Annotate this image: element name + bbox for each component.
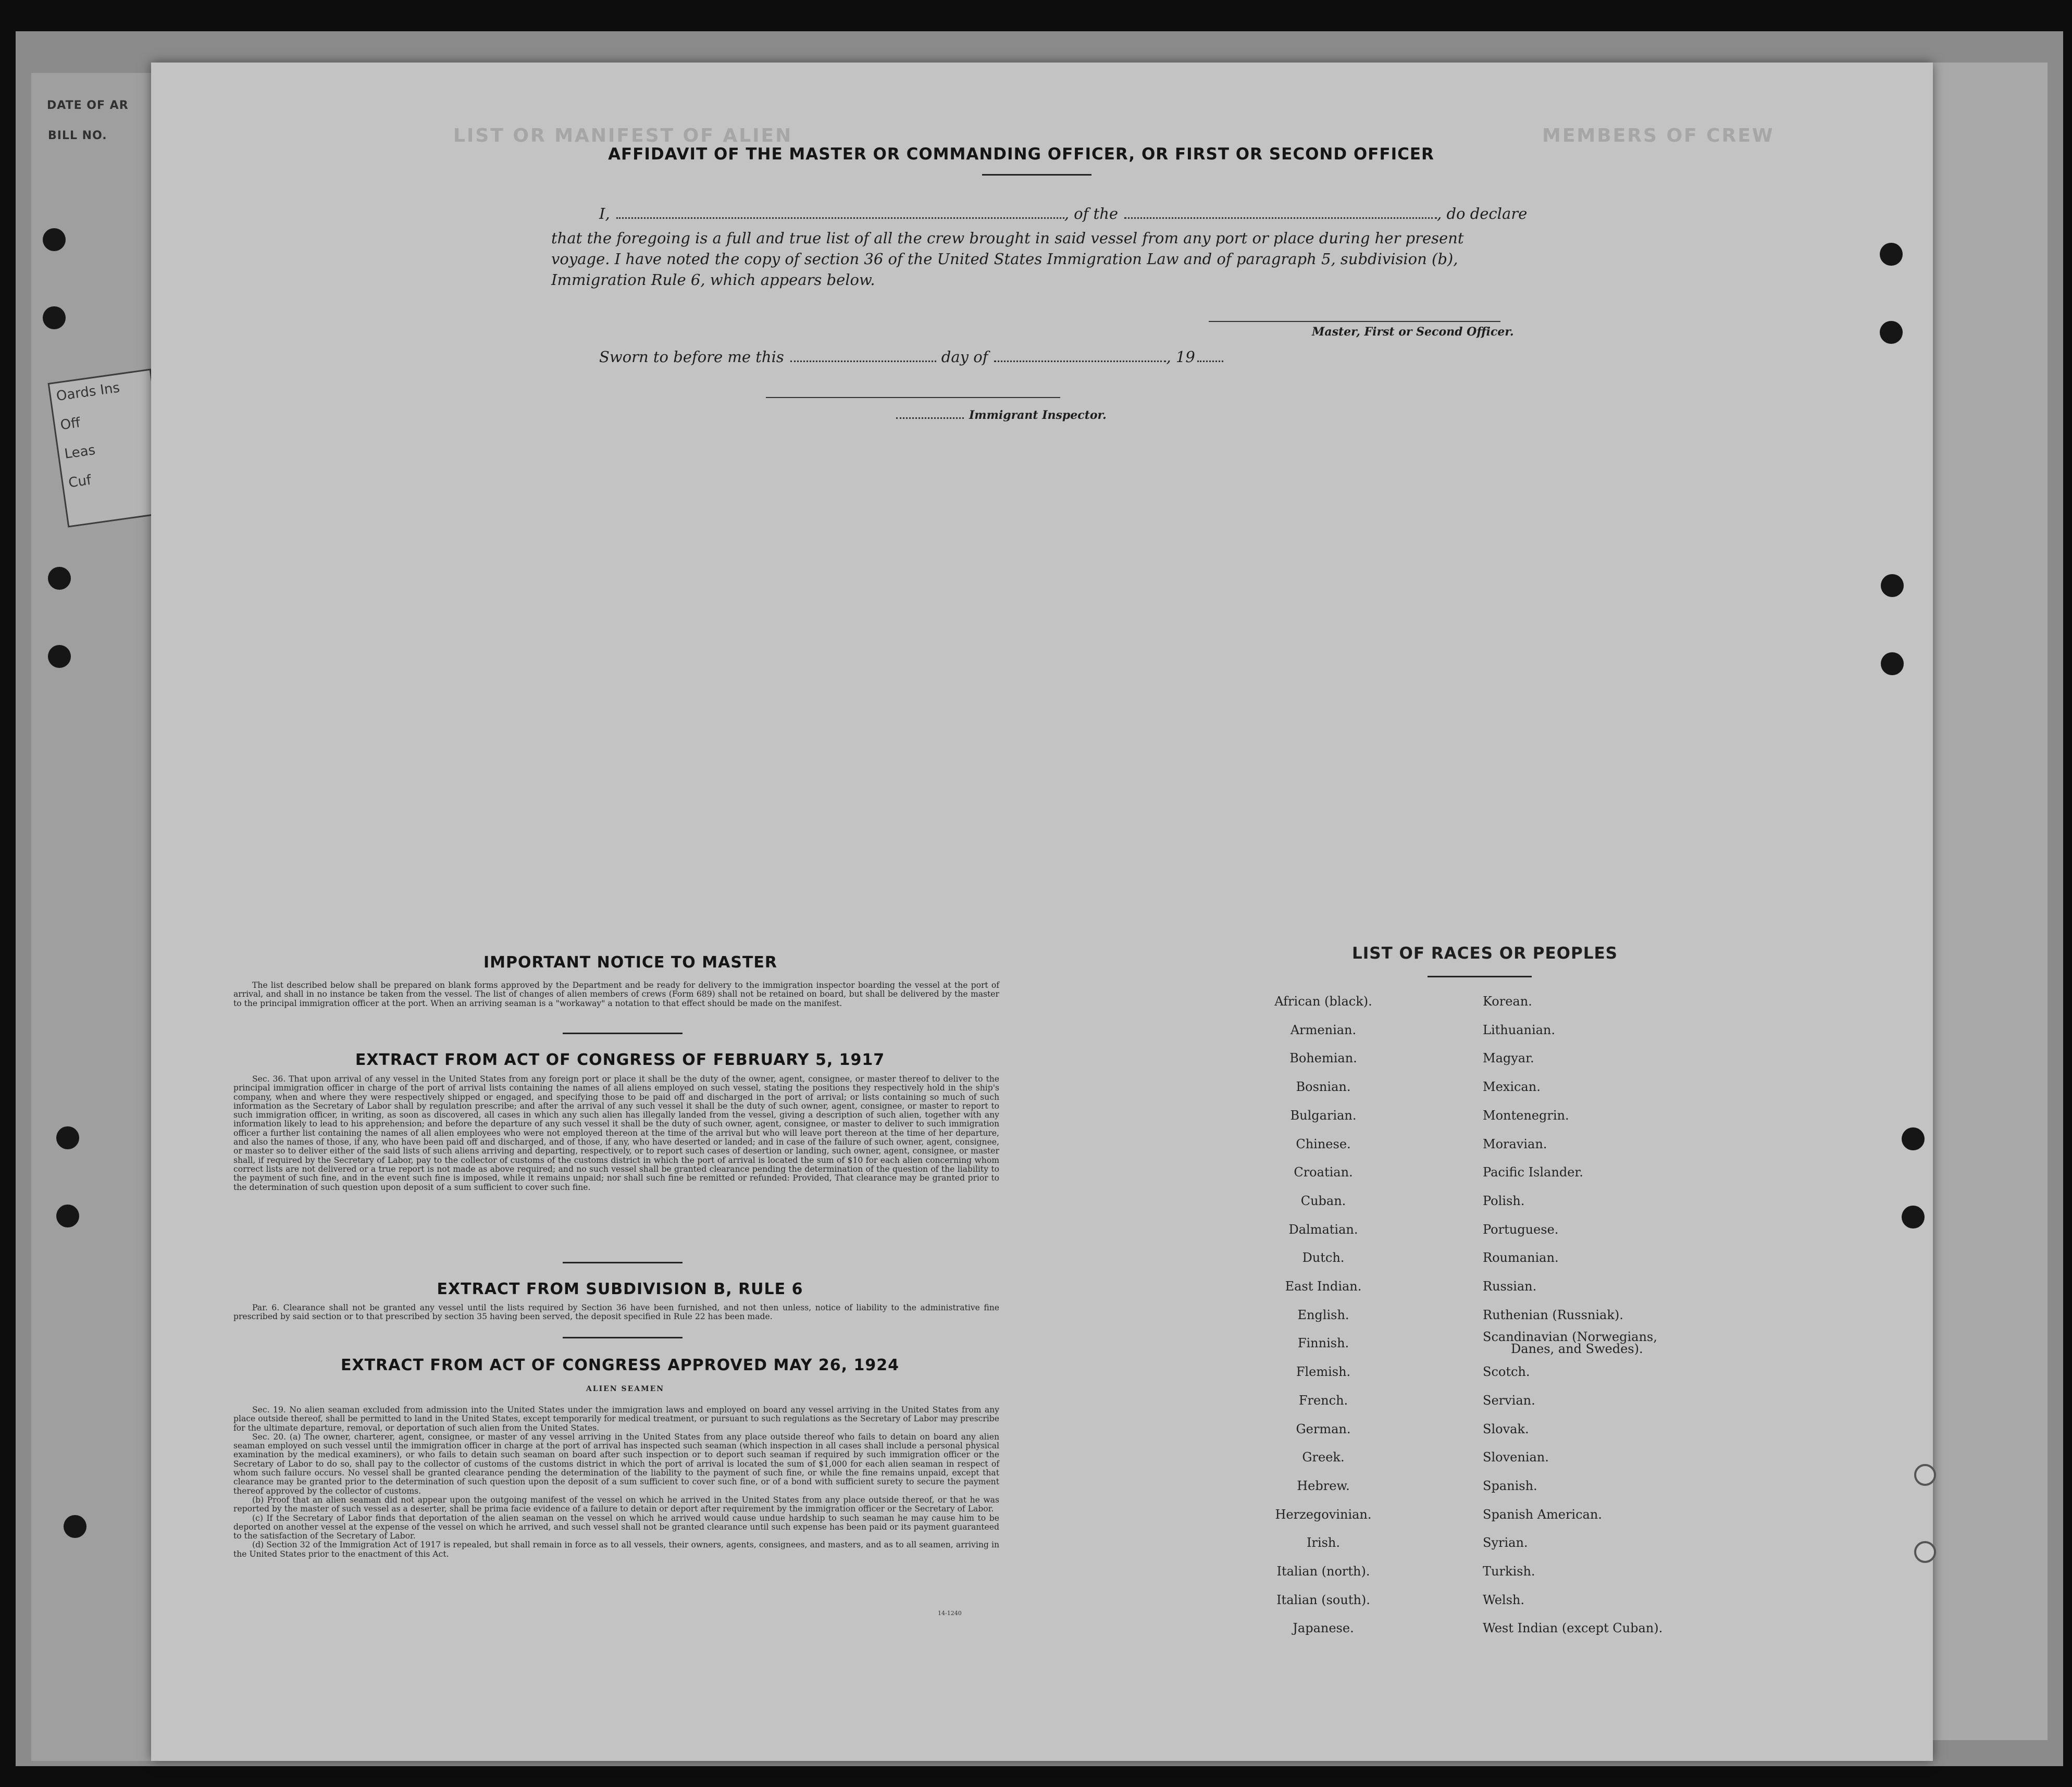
punch-hole [1902,1127,1925,1150]
sworn-year-blank[interactable] [1197,360,1223,362]
section-rule [563,1262,683,1263]
extract-1924-paragraph: (d) Section 32 of the Immigration Act of 1917 is repealed, but shall remain in force as to all vessels, their owners, agents, consignees, and masters, and as to all seamen, arriving in the United States prior to the enactment of this Act. [233,1540,999,1559]
extract-1924-paragraph: Sec. 20. (a) The owner, charterer, agent, consignee, or master of any vessel arriving in the United States from any place outside thereof who fails to detain on board any alien seaman employed on such vessel until the immigration officer in charge at the port of arrival has inspected such seaman (which inspection in all cases shall include a personal physical examination by the medical examiners), or who fails to detain such seaman on board after such inspection or to deport such seaman if required by such immigration officer or the Secretary of Labor to do so, shall pay to the collector of customs of the customs district in which the port of arrival is located the sum of $1,000 for each alien seaman in respect of whom such failure occurs. No vessel shall be granted clearance pending the determination of the liability to the payment of such fine, or while the fine remains unpaid, except that clearance may be granted prior to the determination of such question upon the deposit of a sum sufficient to cover such fine, or of a bond with sufficient surety to secure the payment thereof approved by the collector of customs. [233,1432,999,1496]
race-item: Turkish. [1483,1564,1535,1579]
punch-hole [43,306,66,329]
extract-1917-paragraph: Sec. 36. That upon arrival of any vessel in the United States from any foreign port or place it shall be the duty of the owner, agent, consignee, or master thereof to deliver to the principal immigration officer in charge of the port of arrival lists containing the names of all aliens employed on such vessel, stating the positions they respectively hold in the ship's company, when and where they were respectively shipped or engaged, and specifying those to be paid off and discharged in the port of arrival; or lists containing so much of such information as the Secretary of Labor shall by regulation prescribe; and after the arrival of any such vessel it shall be the duty of such owner, agent, consignee, or master to report to such immigration officer, in writing, as soon as discovered, all cases in which any such alien has illegally landed from the vessel, giving a description of such alien, together with any information likely to lead to his apprehension; and before the departure of any such vessel it shall be the duty of such owner, agent, consignee, or master to deliver to such immigration officer a further list containing the names of all alien employees who were not employed thereon at the time of the arrival but who will leave port thereon at the time of her departure, and also the names of those, if any, who have been paid off and discharged, and of those, if any, who have deserted or landed; and in case of the failure of such owner, agent, consignee, or master so to deliver either of the said lists of such aliens arriving and departing, respectively, or to report such cases of desertion or landing, such owner, agent, consignee, or master shall, if required by the Secretary of Labor, pay to the collector of customs of the customs district in which the port of arrival is located the sum of $10 for each alien concerning whom correct lists are not delivered or a true report is not made as above required; and no such vessel shall be granted clearance pending the determination of the question of the liability to the payment of such fine, and in the event such fine is imposed, while it remains unpaid; nor shall such fine be remitted or refunded: Provided, That clearance may be granted prior to the determination of such question upon deposit of a sum sufficient to cover such fine. [233,1074,999,1192]
race-item: Ruthenian (Russniak). [1483,1307,1623,1322]
race-item: Spanish. [1483,1478,1537,1493]
race-item: Finnish. [1297,1336,1349,1351]
race-item: Bulgarian. [1290,1108,1357,1123]
extract-1917-title: EXTRACT FROM ACT OF CONGRESS OF FEBRUARY 5, 1917 [355,1051,885,1069]
day-of-label: day of [941,348,988,366]
inspector-caption: Immigrant Inspector. [969,408,1107,422]
extract-1917-text [233,1075,999,1192]
section-rule [563,1337,683,1338]
sworn-day-blank[interactable] [790,360,936,362]
punch-hole [43,228,66,251]
race-item: Roumanian. [1483,1250,1559,1265]
section-rule [563,1033,683,1034]
punch-hole [56,1126,79,1149]
race-item: Greek. [1302,1450,1345,1465]
affidavit-line-2: that the foregoing is a full and true list of all the crew brought in said vessel from any port or place during her present [551,229,1464,247]
race-item: French. [1298,1393,1348,1408]
race-item: Scotch. [1483,1364,1530,1380]
race-item: Dalmatian. [1288,1222,1358,1237]
form-number: 14-1240 [938,1610,962,1617]
extract-1924-paragraph: (c) If the Secretary of Labor finds that deportation of the alien seaman on the vessel on which he arrived would cause undue hardship to such seaman he may cause him to be deported on another vessel at the expense of the vessel on which he arrived, and such vessel shall not be granted clearance until such expense has been paid or its payment guaranteed to the satisfaction of the Secretary of Labor. [233,1513,999,1541]
punch-hole [1902,1206,1925,1228]
punch-hole [1914,1464,1936,1486]
race-item: Spanish American. [1483,1507,1602,1522]
race-item: Italian (south). [1276,1592,1370,1607]
race-item: Montenegrin. [1483,1108,1569,1123]
extract-1924-text [233,1406,999,1559]
race-item: Slovenian. [1483,1450,1549,1465]
affidavit-of-the: , of the [1064,205,1119,222]
race-item: Dutch. [1302,1250,1345,1265]
race-item: Magyar. [1483,1051,1534,1066]
race-item: German. [1296,1421,1351,1436]
punch-hole [1880,243,1903,266]
race-item: Moravian. [1483,1136,1547,1151]
punch-hole [48,567,71,590]
affidavit-line-1 [599,205,1527,222]
right-underlying-page [1928,63,2048,1740]
race-item: Scandinavian (Norwegians, [1483,1330,1657,1345]
master-signature-caption: Master, First or Second Officer. [1312,325,1514,339]
race-item: Japanese. [1293,1621,1354,1636]
race-item: Korean. [1483,994,1532,1009]
subdivision-paragraph: Par. 6. Clearance shall not be granted any vessel until the lists required by Section 36 have been furnished, and not then unless, notice of liability to the administrative fine prescribed by said section or to that prescribed by section 35 having been served, the deposit specified in Rule 22 has been made. [233,1303,999,1322]
sworn-label: Sworn to before me this [599,348,784,366]
stamp-line: Oards Ins [55,380,121,405]
affidavit-line-3: voyage. I have noted the copy of section 36 of the United States Immigration Law and of paragraph 5, subdivision (b), [551,250,1458,268]
race-item: Armenian. [1290,1022,1357,1037]
race-item: Flemish. [1296,1364,1351,1380]
race-item-continuation: Danes, and Swedes). [1511,1342,1643,1356]
punch-hole [48,645,71,668]
master-signature-line[interactable] [1209,321,1500,322]
punch-hole [1881,574,1904,597]
name-blank[interactable] [616,217,1064,219]
race-item: Bohemian. [1289,1051,1357,1066]
race-item: Herzegovinian. [1275,1507,1372,1522]
affidavit-title: AFFIDAVIT OF THE MASTER OR COMMANDING OFFICER, OR FIRST OR SECOND OFFICER [608,145,1434,164]
stamp-line: Off [59,415,82,433]
inspector-signature-line[interactable] [766,397,1060,398]
stamp-line: Cuf [67,472,93,491]
punch-hole [1881,652,1904,675]
extract-1924-paragraph: (b) Proof that an alien seaman did not appear upon the outgoing manifest of the vessel on which he arrived in the United States from any place outside thereof, or that he was reported by the master of such vessel as a deserter, shall be prima facie evidence of a failure to detain or deport after requirement by the immigration officer or the Secretary of Labor. [233,1495,999,1514]
inspector-caption-line [896,408,1107,422]
subdivision-title: EXTRACT FROM SUBDIVISION B, RULE 6 [437,1280,803,1298]
notice-title: IMPORTANT NOTICE TO MASTER [483,953,777,972]
race-item: Bosnian. [1296,1079,1351,1095]
notice-paragraph: The list described below shall be prepared on blank forms approved by the Department and be ready for delivery to the immigration inspector boarding the vessel at the port of arrival, and shall in no instance be taken from the vessel. The list of changes of alien members of crews (Form 689) shall not be retained on board, but shall be delivered by the master to the principal immigration officer at the port. When an arriving seaman is a "workaway" a notation to that effect should be made on the manifest. [233,981,999,1008]
race-item: Syrian. [1483,1535,1528,1550]
title-rule [982,174,1091,176]
bleed-through-title-right: MEMBERS OF CREW [1542,125,1775,146]
sworn-month-blank[interactable] [994,360,1166,362]
race-item: Lithuanian. [1483,1022,1556,1037]
year-label: , 19 [1166,348,1195,366]
affidavit-declare: , do declare [1437,205,1528,222]
race-item: Chinese. [1296,1136,1351,1151]
vessel-blank[interactable] [1124,217,1437,219]
bleed-through-title-left: LIST OR MANIFEST OF ALIEN [453,125,793,146]
race-item: West Indian (except Cuban). [1483,1621,1663,1636]
race-item: Servian. [1483,1393,1535,1408]
punch-hole [64,1515,86,1538]
races-title: LIST OF RACES OR PEOPLES [1351,944,1618,963]
alien-seamen-heading: ALIEN SEAMEN [586,1385,665,1393]
race-item: Slovak. [1483,1421,1529,1436]
race-item: Cuban. [1300,1193,1346,1208]
races-rule [1428,976,1532,977]
race-item: Portuguese. [1483,1222,1559,1237]
race-item: African (black). [1274,994,1372,1009]
race-item: English. [1297,1307,1349,1322]
race-item: Welsh. [1483,1592,1524,1607]
punch-hole [1880,321,1903,344]
extract-1924-title: EXTRACT FROM ACT OF CONGRESS APPROVED MAY 26, 1924 [341,1356,899,1374]
race-item: Hebrew. [1297,1478,1350,1493]
subdivision-text [233,1304,999,1322]
bill-number-label: BILL NO. [48,129,107,142]
extract-1924-paragraph: Sec. 19. No alien seaman excluded from admission into the United States under the immigration laws and employed on board any vessel arriving in the United States from any place outside thereof, shall be permitted to land in the United States, except temporarily for medical treatment, or pursuant to such regulations as the Secretary of Labor may prescribe for the ultimate departure, removal, or deportation of such alien from the United States. [233,1405,999,1433]
inspector-blank[interactable] [896,417,964,419]
punch-hole [56,1205,79,1227]
race-item: Polish. [1483,1193,1525,1208]
sworn-line [599,348,1223,366]
race-item: Russian. [1483,1279,1537,1294]
race-item: Italian (north). [1276,1564,1370,1579]
race-item: Croatian. [1294,1165,1353,1180]
race-item: Pacific Islander. [1483,1165,1583,1180]
notice-text [233,981,999,1008]
affidavit-line-4: Immigration Rule 6, which appears below. [551,271,875,289]
punch-hole [1914,1541,1936,1563]
race-item: Mexican. [1483,1079,1541,1095]
date-of-arrival-label: DATE OF AR [47,99,129,112]
race-item: Irish. [1306,1535,1341,1550]
race-item: East Indian. [1285,1279,1362,1294]
stamp-line: Leas [63,442,96,462]
affidavit-i: I, [599,205,610,222]
